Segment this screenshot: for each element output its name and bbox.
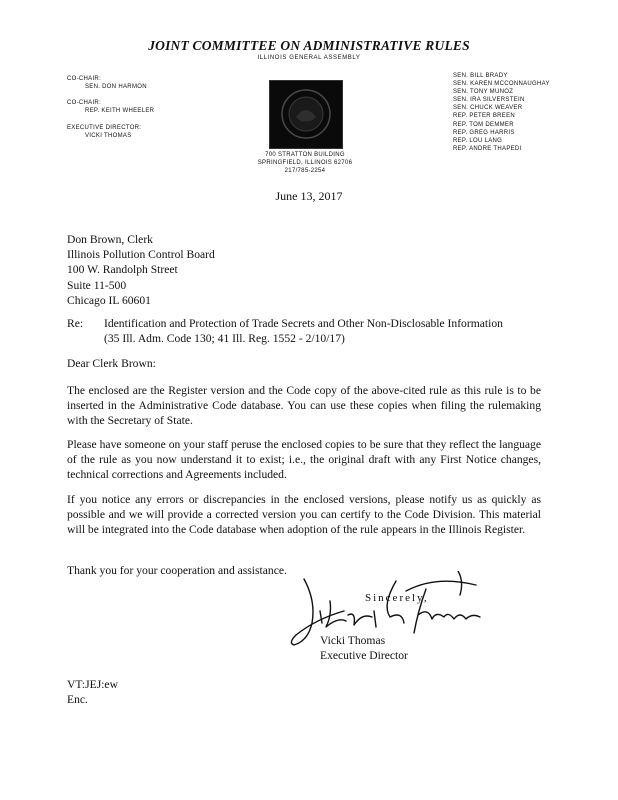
member-name: REP. ANDRE THAPEDI xyxy=(453,145,522,152)
seal-emblem-icon xyxy=(270,81,342,148)
recipient-line: 100 W. Randolph Street xyxy=(67,263,178,277)
member-name: SEN. IRA SILVERSTEIN xyxy=(453,97,525,104)
body-paragraph-2: Please have someone on your staff peruse the enclosed copies to be sure that they reflect the language of the rule as you now understand it to exist; i.e., the original draft with any First Notice changes, technical corrections and Agreements included. xyxy=(67,438,541,482)
member-name: REP. GREG HARRIS xyxy=(453,129,515,136)
recipient-line: Illinois Pollution Control Board xyxy=(67,248,215,262)
member-name: REP. TOM DEMMER xyxy=(453,121,514,128)
letterhead-left-block xyxy=(67,75,154,140)
letterhead-title: JOINT COMMITTEE ON ADMINISTRATIVE RULES xyxy=(148,38,470,53)
recipient-line: Chicago IL 60601 xyxy=(67,293,151,307)
reference-initials: VT:JEJ:ew xyxy=(67,678,118,691)
address-line: 700 STRATTON BUILDING xyxy=(265,152,345,158)
handwritten-signature xyxy=(286,571,496,653)
spacer xyxy=(67,115,154,123)
member-name: SEN. TONY MUNOZ xyxy=(453,89,514,96)
member-name: SEN. CHUCK WEAVER xyxy=(453,105,523,112)
thanks-line: Thank you for your cooperation and assistance. xyxy=(67,564,287,577)
member-name: REP. LOU LANG xyxy=(453,137,503,144)
salutation: Dear Clerk Brown: xyxy=(67,357,156,370)
member-name: SEN. BILL BRADY xyxy=(453,73,508,79)
closing: Sincerely, xyxy=(365,592,429,604)
recipient-address xyxy=(67,232,215,308)
re-label: Re: xyxy=(67,317,84,330)
co-chair-name-2: REP. KEITH WHEELER xyxy=(85,108,155,115)
re-subject-line: (35 Ill. Adm. Code 130; 41 Ill. Reg. 1552 - 2/10/17) xyxy=(104,332,345,346)
co-chair-label-1: CO-CHAIR: xyxy=(67,76,102,82)
address-line: 217/785-2254 xyxy=(284,168,326,175)
co-chair-label-2: CO-CHAIR: xyxy=(67,100,102,107)
enclosure-note: Enc. xyxy=(67,693,88,706)
executive-director-label: EXECUTIVE DIRECTOR: xyxy=(67,124,142,131)
letterhead-address xyxy=(200,151,410,175)
member-name: SEN. KAREN MCCONNAUGHAY xyxy=(453,81,550,88)
letter-date: June 13, 2017 xyxy=(275,189,343,203)
letterhead-members-list xyxy=(453,72,550,153)
spacer xyxy=(67,91,154,99)
re-subject-line: Identification and Protection of Trade Secrets and Other Non-Disclosable Information xyxy=(104,317,503,330)
body-paragraph-1: The enclosed are the Register version and the Code copy of the above-cited rule as this rule is to be inserted in the Administrative Code database. You can use these copies when filing the rulemaking with the Secretary of State. xyxy=(67,384,541,428)
executive-director-name: VICKI THOMAS xyxy=(85,132,132,139)
recipient-line: Suite 11-500 xyxy=(67,278,127,292)
co-chair-name-1: SEN. DON HARMON xyxy=(85,84,147,91)
state-seal-logo xyxy=(269,80,343,149)
recipient-line: Don Brown, Clerk xyxy=(67,233,153,246)
body-paragraph-3: If you notice any errors or discrepancies in the enclosed versions, please notify us as quickly as possible and we will provide a corrected version you can certify to the Code Division. This material will be integrated into the Code database when adoption of the rule appears in the Illinois Register. xyxy=(67,493,541,537)
signer-title: Executive Director xyxy=(320,649,408,662)
re-subject xyxy=(104,316,544,346)
letterhead-subtitle: ILLINOIS GENERAL ASSEMBLY xyxy=(257,55,361,61)
address-line: SPRINGFIELD, ILLINOIS 62706 xyxy=(257,160,353,167)
signer-name: Vicki Thomas xyxy=(320,634,386,647)
member-name: REP. PETER BREEN xyxy=(453,113,516,120)
